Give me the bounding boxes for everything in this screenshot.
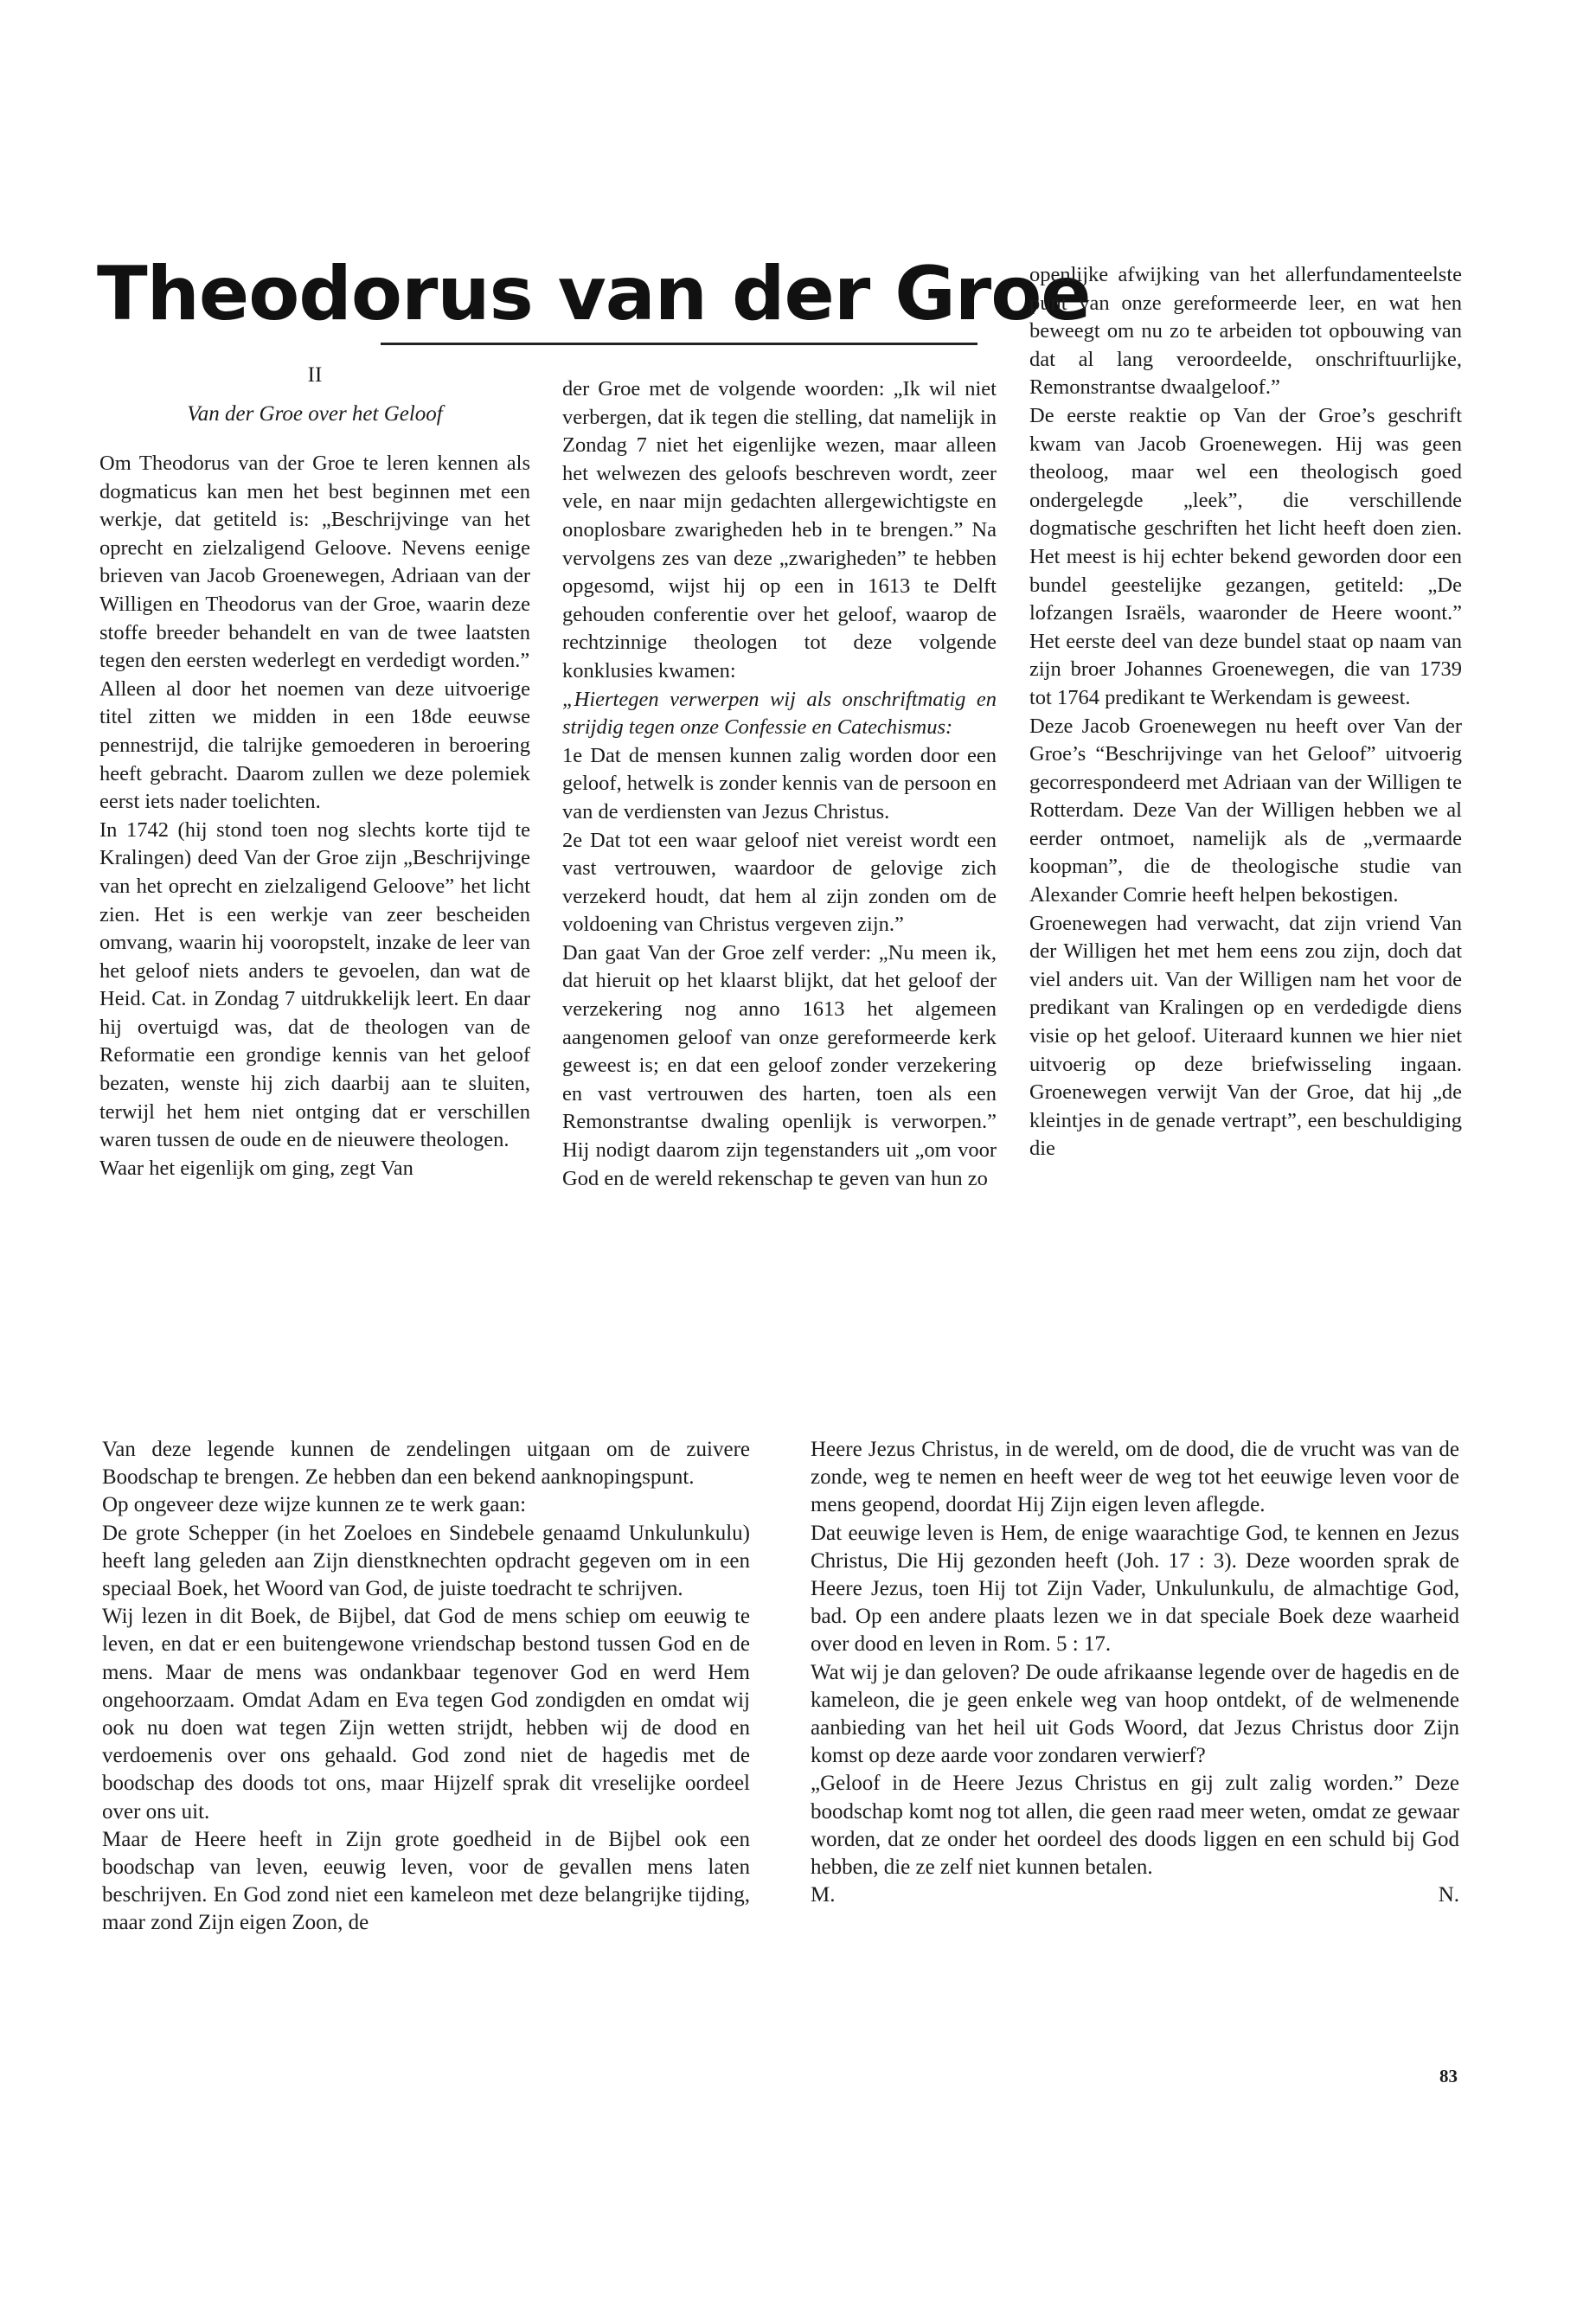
article-subtitle: Van der Groe over het Geloof — [187, 402, 443, 426]
article-column-1 — [99, 450, 530, 1183]
paragraph: Maar de Heere heeft in Zijn grote goedheid in de Bijbel ook een boodschap van leven, eeuwig leven, voor de gevallen mens laten beschrijven. En God zond niet een kameleon met deze belangrijke tijding, maar zond Zijn eigen Zoon, de — [102, 1827, 750, 1935]
article-column-3 — [1029, 261, 1462, 1163]
page-number: 83 — [1439, 2066, 1458, 2086]
paragraph: „Geloof in de Heere Jezus Christus en gij zult zalig worden.” Deze boodschap komt nog tot allen, die geen raad meer weten, omdat ze gewaar worden, dat ze onder het oordeel des doods liggen en een schuld bij God hebben, die ze zelf niet kunnen betalen. — [811, 1772, 1459, 1880]
paragraph: Van deze legende kunnen de zendelingen uitgaan om de zuivere Boodschap te brengen. Ze hebben dan een bekend aanknopingspunt. — [102, 1438, 750, 1490]
paragraph: openlijke afwijking van het allerfundamenteelste punt van onze gereformeerde leer, en wat hen beweegt om nu zo te arbeiden tot opbouwing van dat al lang veroordeelde, onschriftuurlijke, Remonstrantse dwaalgeloof.” — [1029, 263, 1462, 400]
signature-left: M. — [811, 1883, 836, 1907]
part-number: II — [307, 363, 323, 387]
paragraph: Groenewegen had verwacht, dat zijn vriend Van der Willigen het met hem eens zou zijn, doch dat viel anders uit. Van der Willigen nam het voor de predikant van Kralingen op en verdedigde diens visie op het geloof. Uiteraard kunnen we hier niet uitvoerig op deze briefwisseling ingaan. Groenewegen verwijt Van der Groe, dat hij „de kleintjes in de genade vertrapt”, een beschuldiging die — [1029, 911, 1462, 1161]
paragraph: Waar het eigenlijk om ging, zegt Van — [99, 1156, 413, 1180]
paragraph: Dat eeuwige leven is Hem, de enige waarachtige God, te kennen en Jezus Christus, Die Hij gezonden heeft (Joh. 17 : 3). Deze woorden sprak de Heere Jezus, toen Hij tot Zijn Vader, Unkulunkulu, de almachtige God, bad. Op een andere plaats lezen we in dat speciale Boek deze waarheid over dood en leven in Rom. 5 : 17. — [811, 1521, 1459, 1657]
paragraph: Wat wij je dan geloven? De oude afrikaanse legende over de hagedis en de kameleon, die je geen enkele weg van hoop ontdekt, of de welmenende aanbieding van het heil uit Gods Woord, dat Jezus Christus door Zijn komst op deze aarde voor zondaren verwierf? — [811, 1660, 1459, 1768]
article-column-2 — [562, 375, 997, 1193]
paragraph: Heere Jezus Christus, in de wereld, om de dood, die de vrucht was van de zonde, weg te nemen en heeft weer de weg tot het eeuwige leven voor de mens geopend, doordat Hij Zijn eigen leven aflegde. — [811, 1438, 1459, 1517]
signature-line — [811, 1881, 1459, 1909]
paragraph: De eerste reaktie op Van der Groe’s geschrift kwam van Jacob Groenewegen. Hij was geen theoloog, maar wel een theologisch goed ondergelegde „leek”, die verschillende dogmatische geschriften het licht heeft doen zien. Het meest is hij echter bekend geworden door een bundel geestelijke gezangen, getiteld: „De lofzangen Israëls, waaronder de Heere woont.” Het eerste deel van deze bundel staat op naam van zijn broer Johannes Groenewegen, die van 1739 tot 1764 predikant te Werkendam is geweest. — [1029, 403, 1462, 709]
legend-column-left — [102, 1436, 750, 1938]
paragraph: „Hiertegen verwerpen wij als onschriftmatig en strijdig tegen onze Confessie en Catechismus: — [562, 687, 997, 740]
paragraph: 1e Dat de mensen kunnen zalig worden door een geloof, hetwelk is zonder kennis van de persoon en van de verdiensten van Jezus Christus. — [562, 743, 997, 824]
paragraph: De grote Schepper (in het Zoeloes en Sindebele genaamd Unkulunkulu) heeft lang geleden aan Zijn dienstknechten opdracht gegeven om in een speciaal Boek, het Woord van God, de juiste toedracht te schrijven. — [102, 1521, 750, 1601]
legend-column-right — [811, 1436, 1459, 1909]
signature-right: N. — [1438, 1883, 1459, 1907]
paragraph: der Groe met de volgende woorden: „Ik wil niet verbergen, dat ik tegen die stelling, dat namelijk in Zondag 7 niet het eigenlijke wezen, maar alleen het welwezen des geloofs beschreven wordt, zeer vele, en naar mijn gedachten allergewichtigste en onoplosbare zwarigheden heb in te brengen.” Na vervolgens zes van deze „zwarigheden” te hebben opgesomd, wijst hij op een in 1613 te Delft gehouden conferentie over het geloof, waarop de rechtzinnige theologen tot deze volgende konklusies kwamen: — [562, 377, 997, 683]
paragraph: Wij lezen in dit Boek, de Bijbel, dat God de mens schiep om eeuwig te leven, en dat er een buitengewone vriendschap bestond tussen God en de mens. Maar de mens was ondankbaar tegenover God en werd Hem ongehoorzaam. Omdat Adam en Eva tegen God zondigden en omdat wij ook nu doen wat tegen Zijn wetten strijdt, hebben wij de dood en verdoemenis over ons gehaald. God zond niet de hagedis met de boodschap des doods tot ons, maar Hijzelf sprak dit vreselijke oordeel over ons uit. — [102, 1605, 750, 1823]
title-rule — [381, 343, 977, 345]
article-title: Theodorus van der Groe — [97, 251, 1091, 337]
paragraph: 2e Dat tot een waar geloof niet vereist wordt een vast vertrouwen, waardoor de gelovige zich verzekerd houdt, dat hem al zijn zonden om de voldoening van Christus vergeven zijn.” — [562, 828, 997, 937]
paragraph: Op ongeveer deze wijze kunnen ze te werk gaan: — [102, 1493, 527, 1517]
paragraph: Om Theodorus van der Groe te leren kennen als dogmaticus kan men het best beginnen met een werkje, dat getiteld is: „Beschrijvinge van het oprecht en zielzaligend Geloove. Nevens eenige brieven van Jacob Groenewegen, Adriaan van der Willigen en Theodorus van der Groe, waarin deze stoffe breeder behandelt en van de twee laatsten tegen den eersten wederlegt en verdedigt worden.” — [99, 452, 530, 673]
paragraph: Dan gaat Van der Groe zelf verder: „Nu meen ik, dat hieruit op het klaarst blijkt, dat het geloof der verzekering nog anno 1613 het algemeen aangenomen geloof van onze gereformeerde kerk geweest is; en dat een geloof zonder verzekering en vast vertrouwen des harten, toen als een Remonstrantse dwaling openlijk is verworpen.” Hij nodigt daarom zijn tegenstanders uit „om voor God en de wereld rekenschap te geven van hun zo — [562, 940, 997, 1190]
paragraph: In 1742 (hij stond toen nog slechts korte tijd te Kralingen) deed Van der Groe zijn „Beschrijvinge van het oprecht en zielzaligend Geloove” het licht zien. Het is een werkje van zeer bescheiden omvang, waarin hij vooropstelt, inzake de leer van het geloof niets anders te gevoelen, dan wat de Heid. Cat. in Zondag 7 uitdrukkelijk leert. En daar hij overtuigd was, dat de theologen van de Reformatie een grondige kennis van het geloof bezaten, wenste hij zich daarbij aan te sluiten, terwijl het hem niet ontging dat er verschillen waren tussen de oude en de nieuwere theologen. — [99, 817, 530, 1152]
paragraph: Deze Jacob Groenewegen nu heeft over Van der Groe’s “Beschrijvinge van het Geloof” uitvoerig gecorrespondeerd met Adriaan van der Willigen te Rotterdam. Deze Van der Willigen hebben we al eerder ontmoet, namelijk als de „vermaarde koopman”, die de theologische studie van Alexander Comrie heeft helpen bekostigen. — [1029, 714, 1462, 907]
paragraph: Alleen al door het noemen van deze uitvoerige titel zitten we midden in een 18de eeuwse pennestrijd, die talrijke gemoederen in beroering heeft gebracht. Daarom zullen we deze polemiek eerst iets nader toelichten. — [99, 676, 530, 814]
